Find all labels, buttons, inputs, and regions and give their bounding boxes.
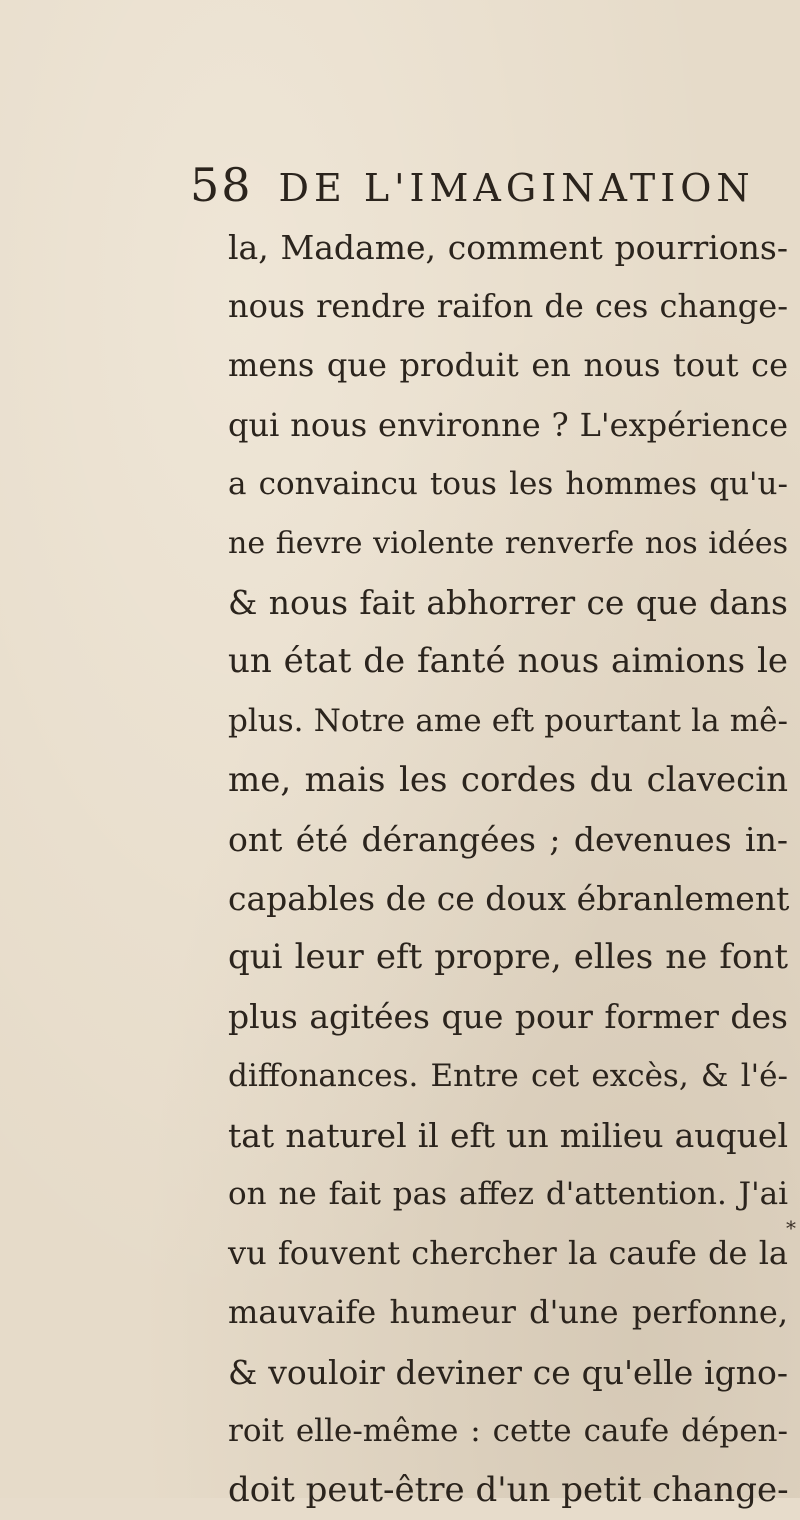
page-number: 58 — [190, 158, 253, 212]
text-line: diffonances. Entre cet excès, & l'é- — [228, 1057, 788, 1094]
text-line: la, Madame, comment pourrions- — [228, 228, 788, 267]
text-line: capables de ce doux ébranlement — [228, 879, 790, 919]
text-line: ont été dérangées ; devenues in- — [228, 819, 788, 859]
text-line: plus agitées que pour former des — [228, 997, 788, 1037]
text-line: mens que produit en nous tout ce — [228, 346, 788, 385]
text-line: mauvaife humeur d'une perfonne, — [228, 1293, 788, 1332]
text-line: nous rendre raifon de ces change- — [228, 287, 788, 326]
text-line: on ne fait pas affez d'attention. J'ai — [228, 1176, 788, 1212]
text-line: vu fouvent chercher la caufe de la — [228, 1234, 788, 1273]
text-line: plus. Notre ame eft pourtant la mê- — [228, 702, 788, 739]
text-line: tat naturel il eft un milieu auquel — [228, 1115, 788, 1155]
text-line: a convaincu tous les hommes qu'u- — [228, 465, 788, 502]
text-line: qui nous environne ? L'expérience — [228, 405, 788, 444]
text-line: un état de fanté nous aimions le — [228, 641, 788, 682]
text-line: & vouloir deviner ce qu'elle igno- — [228, 1352, 788, 1392]
text-line: me, mais les cordes du clavecin — [228, 759, 788, 800]
body-text — [228, 218, 788, 1520]
text-line: & nous fait abhorrer ce que dans — [228, 583, 788, 623]
text-line: roit elle-même : cette caufe dépen- — [228, 1412, 788, 1449]
text-line: qui leur eft propre, elles ne font — [228, 937, 788, 978]
margin-mark: * — [786, 1216, 796, 1240]
running-head: DE L'IMAGINATION — [278, 166, 755, 210]
page-header — [190, 158, 755, 218]
text-line: doit peut-être d'un petit change- — [228, 1469, 789, 1510]
text-line: ne fievre violente renverfe nos idées — [228, 525, 788, 561]
